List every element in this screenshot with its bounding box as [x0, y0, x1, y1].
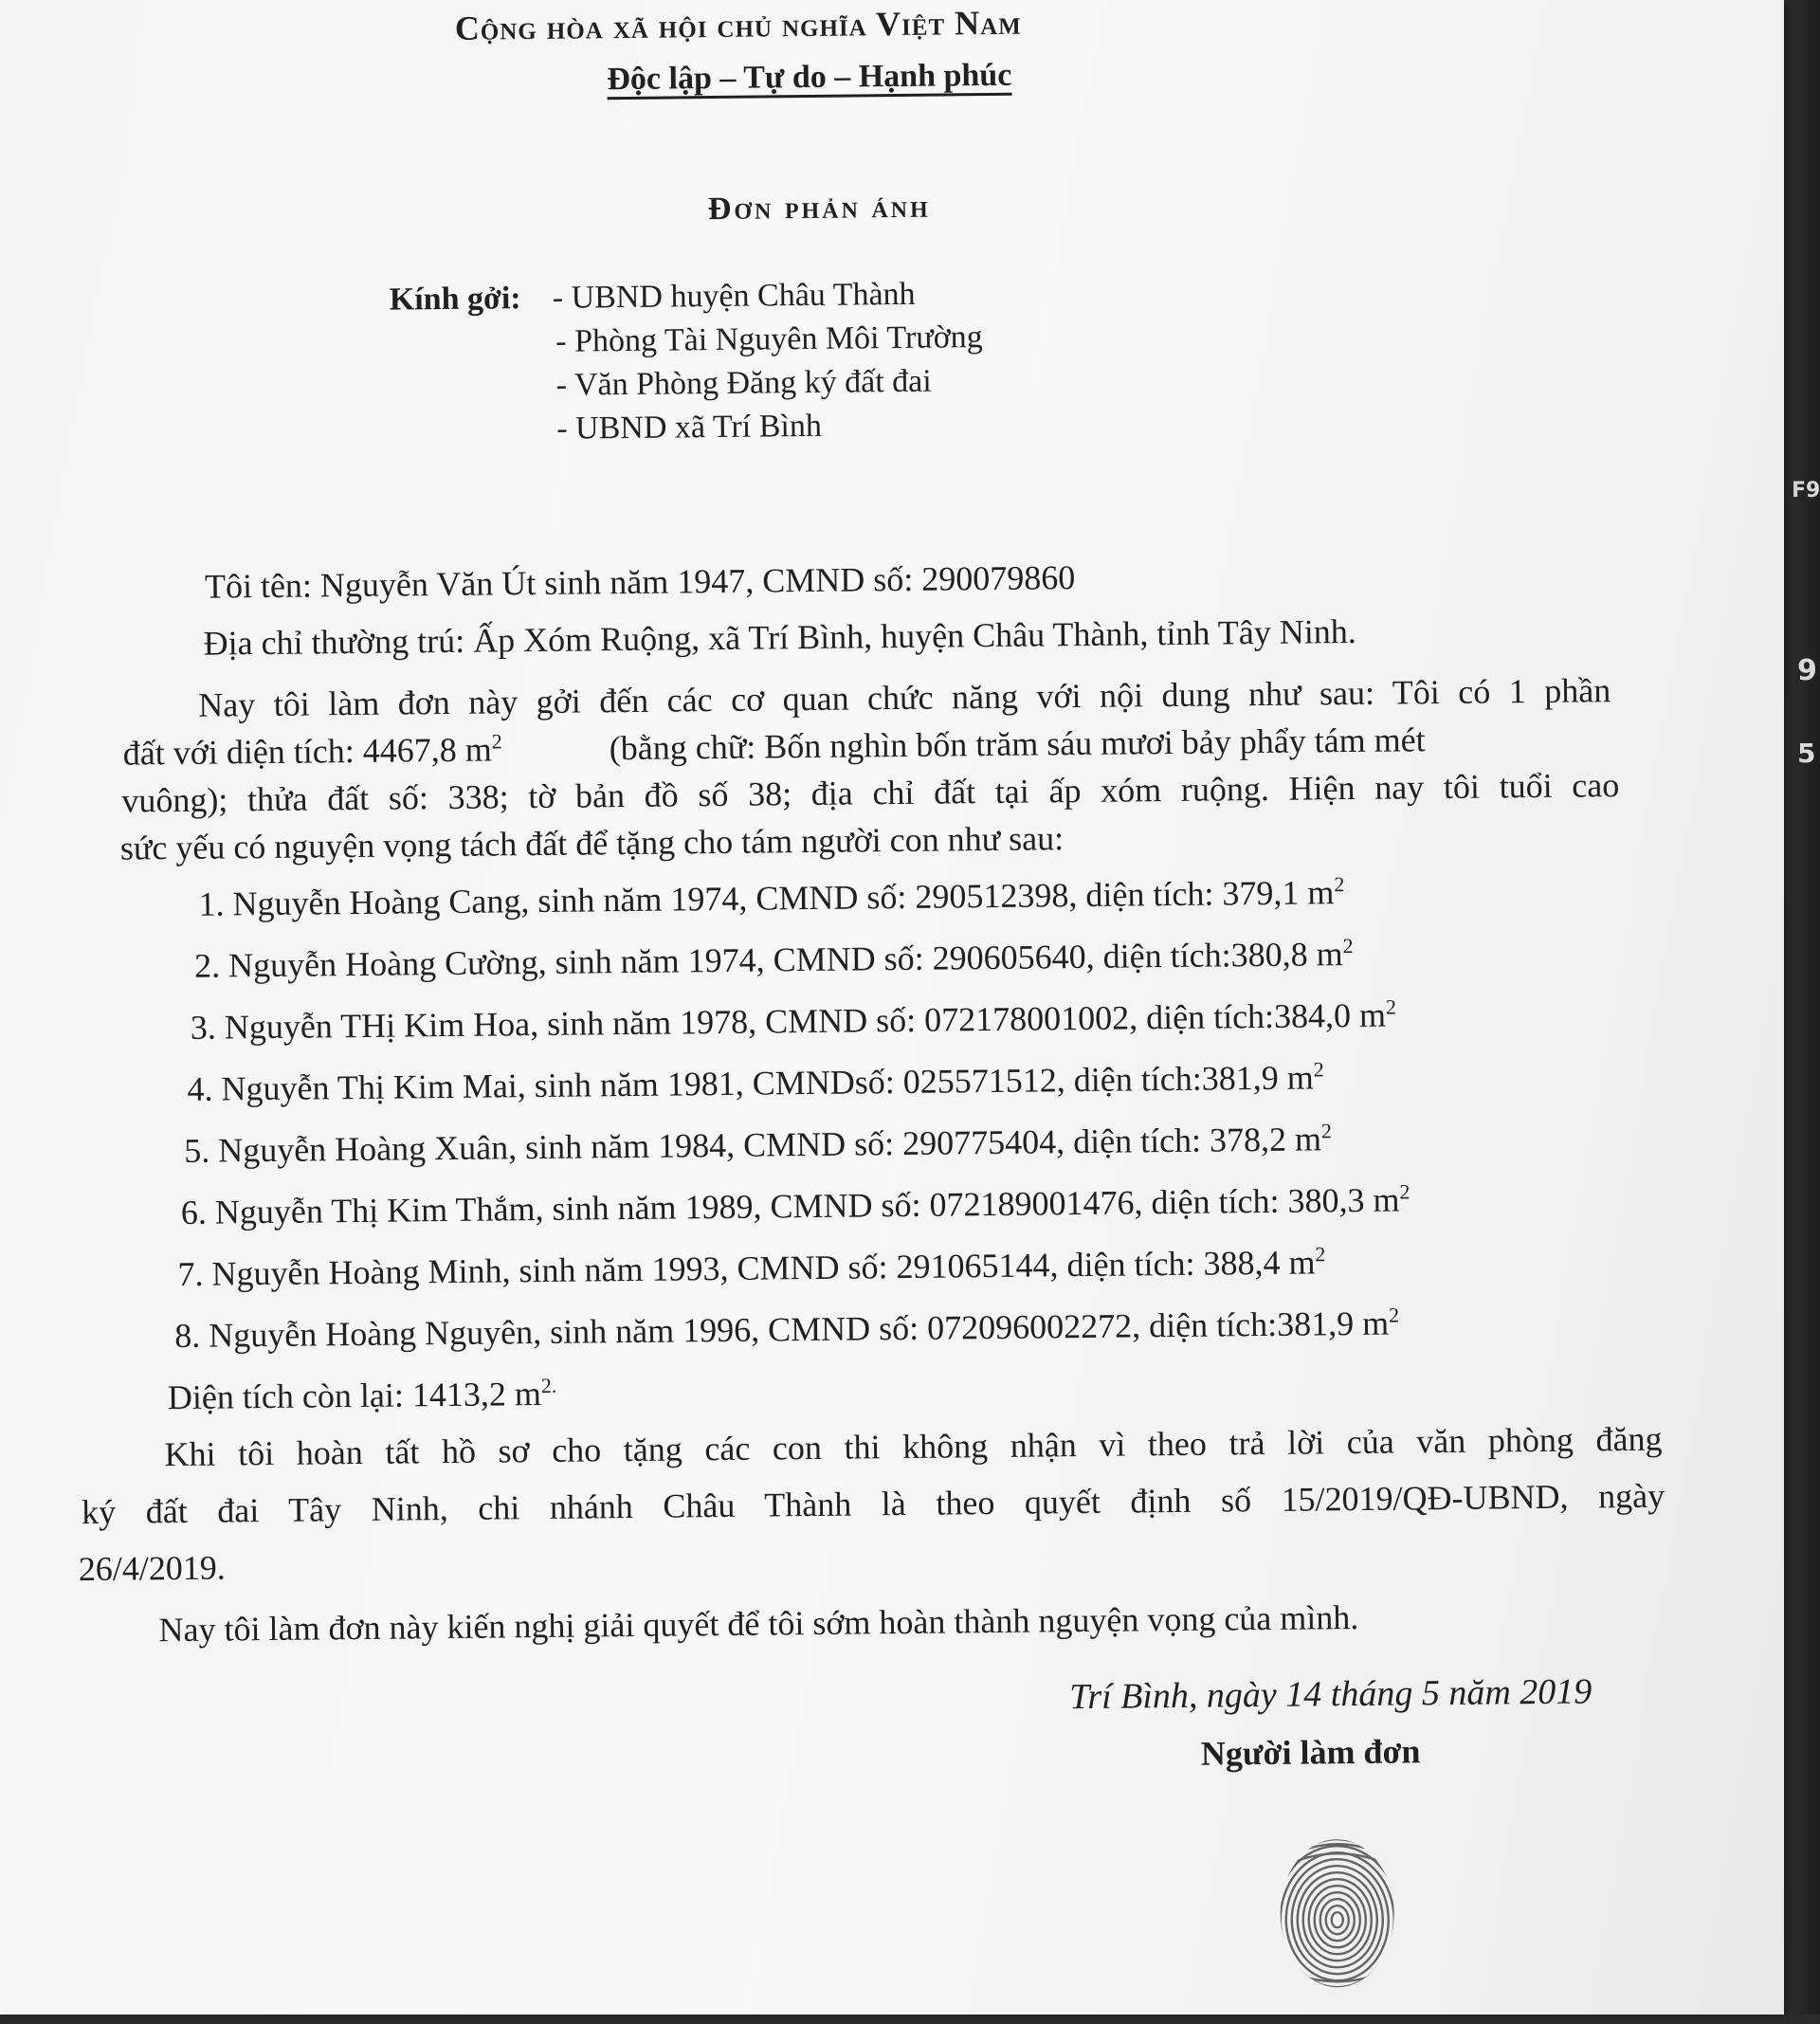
fingerprint-mark — [1270, 1830, 1405, 1997]
remaining-area: Diện tích còn lại: 1413,2 $m^{2.}$ — [167, 1373, 557, 1417]
unit-superscript: 2 — [491, 729, 502, 754]
child-6: 6. Nguyễn Thị Kim Thắm, sinh năm 1989, CMND số: 072189001476, diện tích: 380,3 $m^2$ — [180, 1179, 1410, 1231]
key-f9-label: F9 — [1792, 479, 1820, 502]
para1-line-1: Nay tôi làm đơn này gởi đến các cơ quan chức năng với nội dung như sau: Tôi có 1 phần — [198, 671, 1611, 724]
applicant-intro: Tôi tên: Nguyễn Văn Út sinh năm 1947, CMND số: 290079860 — [204, 558, 1076, 606]
child-5: 5. Nguyễn Hoàng Xuân, sinh năm 1984, CMND số: 290775404, diện tích: 378,2 $m^2$ — [183, 1119, 1333, 1170]
addressee-3: - Văn Phòng Đăng ký đất đai — [555, 363, 932, 403]
para2-line-2: ký đất đai Tây Ninh, chi nhánh Châu Thành là theo quyết định số 15/2019/QĐ-UBND, ngày — [81, 1476, 1665, 1532]
key-5-label: 5 — [1797, 738, 1816, 769]
applicant-address: Địa chỉ thường trú: Ấp Xóm Ruộng, xã Trí Bình, huyện Châu Thành, tỉnh Tây Ninh. — [203, 611, 1356, 663]
addressee-label: Kính gởi: — [389, 281, 521, 318]
child-3: 3. Nguyễn THị Kim Hoa, sinh năm 1978, CMND số: 072178001002, diện tích:384,0 $m^2$ — [190, 994, 1397, 1047]
addressee-1: - UBND huyện Châu Thành — [552, 276, 916, 316]
national-heading: Cộng hòa xã hội chủ nghĩa Việt Nam — [454, 3, 1022, 47]
key-9-label: 9 — [1797, 654, 1817, 687]
para1-line-2b: (bằng chữ: Bốn nghìn bốn trăm sáu mươi bảy phẩy tám mét — [609, 720, 1426, 768]
child-2: 2. Nguyễn Hoàng Cường, sinh năm 1974, CMND số: 290605640, diện tích:380,8 $m^2$ — [193, 934, 1354, 985]
document-title: Đơn phản ánh — [707, 189, 931, 228]
addressee-4: - UBND xã Trí Bình — [556, 408, 823, 447]
place-and-date: Trí Bình, ngày 14 tháng 5 năm 2019 — [1069, 1671, 1592, 1718]
closing-request: Nay tôi làm đơn này kiến nghị giải quyết để tôi sớm hoàn thành nguyện vọng của mình. — [158, 1597, 1359, 1650]
child-1: 1. Nguyễn Hoàng Cang, sinh năm 1974, CMND số: 290512398, diện tích: 379,1 $m^2$ — [198, 872, 1345, 923]
addressee-2: - Phòng Tài Nguyên Môi Trường — [555, 319, 983, 359]
child-7: 7. Nguyễn Hoàng Minh, sinh năm 1993, CMND số: 291065144, diện tích: 388,4 $m^2$ — [177, 1242, 1326, 1294]
para1-line-4: sức yếu có nguyện vọng tách đất để tặng cho tám người con như sau: — [119, 819, 1065, 867]
para2-line-3: 26/4/2019. — [78, 1548, 227, 1589]
para2-line-1: Khi tôi hoàn tất hồ sơ cho tặng các con thi không nhận vì theo trả lời của văn phòng đăng — [164, 1419, 1663, 1474]
child-4: 4. Nguyễn Thị Kim Mai, sinh năm 1981, CMNDsố: 025571512, diện tích:381,9 $m^2$ — [187, 1057, 1324, 1108]
para1-line-3: vuông); thửa đất số: 338; tờ bản đồ số 38; địa chỉ đất tại ấp xóm ruộng. Hiện nay tôi tuổi cao — [121, 766, 1620, 820]
para1-line-2: đất với diện tích: 4467,8 $m^2$ — [122, 729, 502, 773]
national-motto: Độc lập – Tự do – Hạnh phúc — [607, 57, 1012, 98]
signer-label: Người làm đơn — [1200, 1732, 1421, 1773]
child-8: 8. Nguyễn Hoàng Nguyên, sinh năm 1996, CMND số: 072096002272, diện tích:381,9 $m^2$ — [174, 1303, 1400, 1356]
